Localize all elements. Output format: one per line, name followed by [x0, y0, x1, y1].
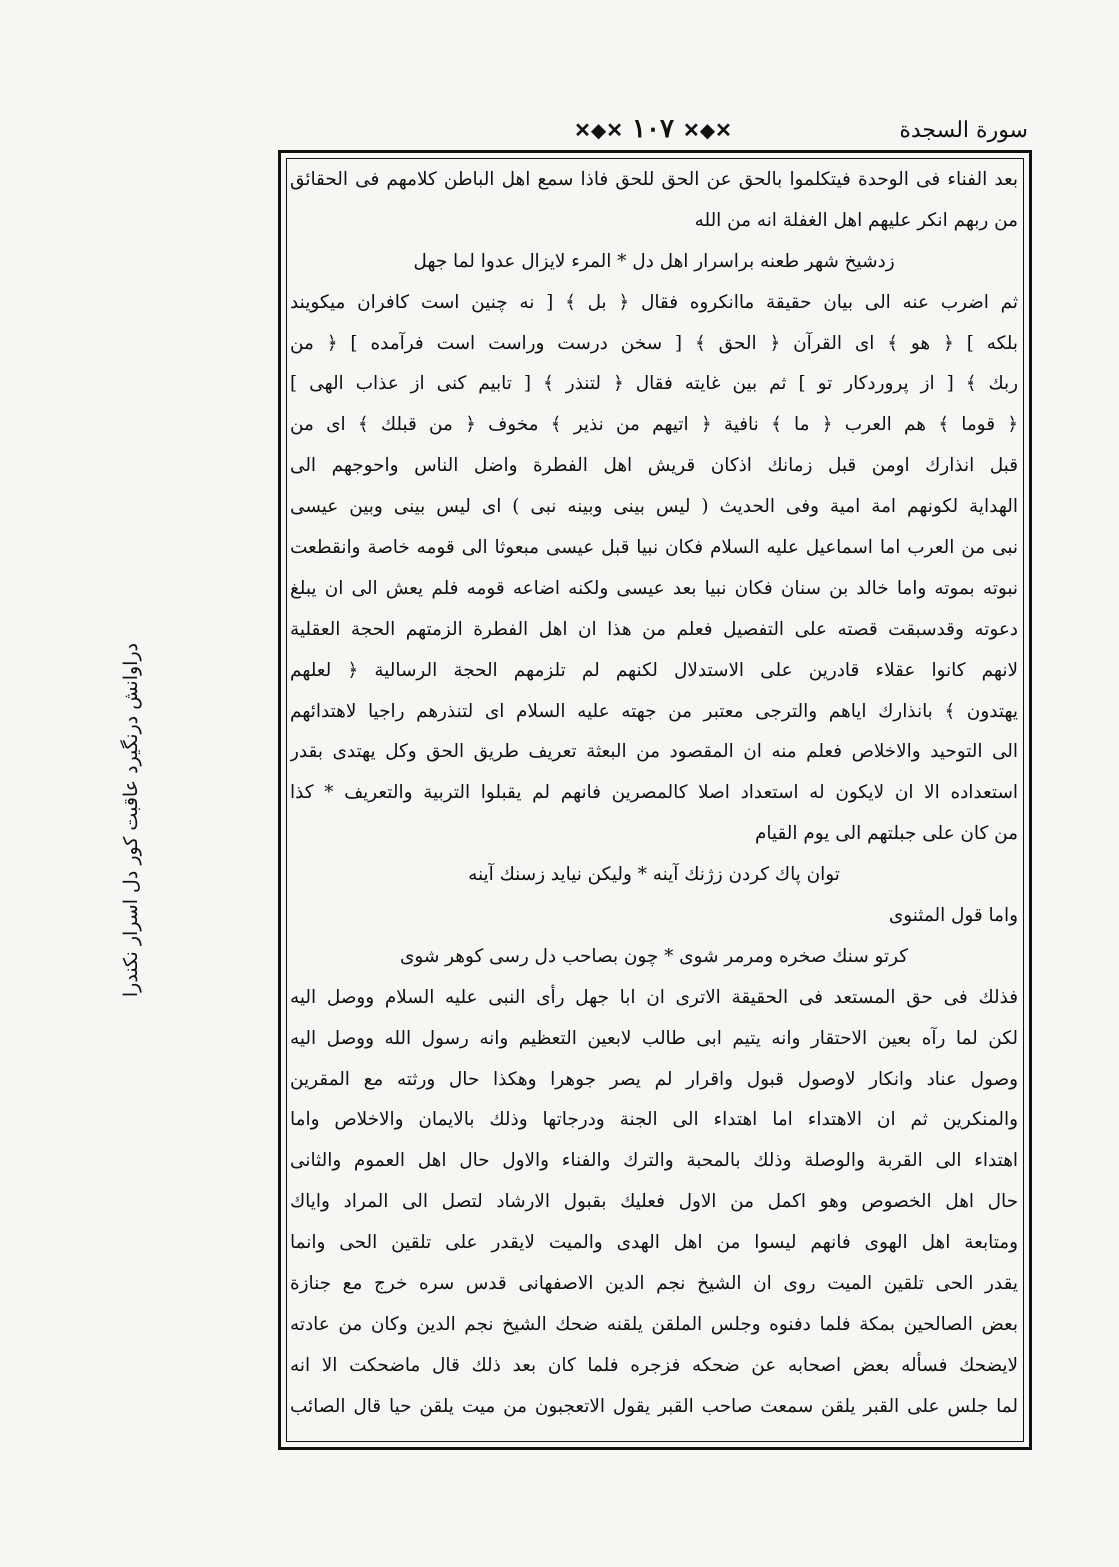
- text-line: استعداده الا ان لايكون له استعداد اصلا كالمصرين فانهم لم يقبلوا التربية والتعريف * كذا: [290, 782, 1018, 804]
- text-line: من كان على جبلتهم الى يوم القيام: [754, 823, 1018, 845]
- text-line: يقدر الحى تلقين الميت روى ان الشيخ نجم الدين الاصفهانى قدس سره خرج مع جنازة: [290, 1273, 1018, 1295]
- text-line: يهتدون ﴾ بانذارك اياهم والترجى معتبر من جهته عليه السلام اى لتنذرهم راجيا لاهتدائهم: [290, 700, 1018, 722]
- text-line: ومتابعة اهل الهوى فانهم ليسوا من اهل الهدى والميت لايقدر على تلقين الحى وانما: [290, 1232, 1018, 1254]
- text-line: نبى من العرب اما اسماعيل عليه السلام فكان نبيا قبل عيسى مبعوثا الى قومه خاصة وانقطعت: [290, 537, 1018, 559]
- page-header: [278, 114, 1028, 154]
- page-number-block: [278, 114, 1028, 144]
- text-line: نبوته بموته واما خالد بن سنان فكان نبيا بعد عيسى ولكنه اضاعه قومه فلم يعش الى ان يبلغ: [290, 577, 1018, 599]
- poem-line: توان پاك كردن زژنك آينه * وليكن نيايد زسنك آينه: [468, 864, 840, 886]
- ornament-right-icon: ✕◆✕: [574, 118, 623, 142]
- text-line: الهداية لكونهم امة امية وفى الحديث ( ليس بينى وبينه نبى ) اى ليس بينى وبين عيسى: [290, 496, 1018, 518]
- main-text: [290, 160, 1018, 1440]
- text-line: بعض الصالحين بمكة فلما دفنوه وجلس الملقن يلقنه ضحك الشيخ نجم الدين وكان من عادته: [290, 1313, 1018, 1335]
- page-number: ۱۰۷: [632, 114, 674, 144]
- text-line: لما جلس على القبر يلقن سمعت صاحب القبر يقول الاتعجبون من ميت يلقن حيا قال الصائب: [290, 1395, 1018, 1417]
- text-line: فذلك فى حق المستعد فى الحقيقة الاترى ان ابا جهل رأى النبى عليه السلام ووصل اليه: [290, 986, 1018, 1008]
- text-line: من ربهم انكر عليهم اهل الغفلة انه من الله: [694, 209, 1018, 231]
- text-line: لايضحك فسأله بعض اصحابه عن ضحكه فزجره فلما كان بعد ذلك قال ماضحكت الا انه: [290, 1354, 1018, 1376]
- surah-name: سورة السجدة: [899, 118, 1028, 143]
- poem-line: كرتو سنك صخره ومرمر شوى * چون بصاحب دل رسى كوهر شوى: [400, 945, 908, 967]
- text-line: واما قول المثنوى: [888, 905, 1018, 927]
- text-line: لانهم كانوا عقلاء قادرين على الاستدلال لكنهم لم تلزمهم الحجة الرسالية ﴿ لعلهم: [290, 659, 1018, 681]
- text-line: قبل انذارك اومن قبل زمانك اذكان قريش اهل الفطرة واضل الناس واحوجهم الى: [290, 455, 1018, 477]
- text-line: دعوته وقدسبقت قصته على التفصيل فعلم من هذا ان اهل الفطرة الزمتهم الحجة العقلية: [290, 618, 1018, 640]
- text-line: بعد الفناء فى الوحدة فيتكلموا بالحق عن الحق للحق فاذا سمع اهل الباطن كلامهم فى الحقائق: [290, 169, 1018, 190]
- text-line: الى التوحيد والاخلاص فعلم منه ان المقصود من البعثة تعريف طريق الحق وكل يهتدى بقدر: [290, 741, 1018, 763]
- text-line: ثم اضرب عنه الى بيان حقيقة ماانكروه فقال ﴿ بل ﴾ [ نه چنين است كافران ميكويند: [290, 291, 1018, 313]
- margin-note: دراوانش درنگیرد عاقبت کور دل اسرار نکندرا: [120, 642, 142, 998]
- text-line: حال اهل الخصوص وهو اكمل من الاول فعليك بقبول الارشاد لتصل الى المراد واياك: [290, 1191, 1018, 1213]
- text-line: بلكه ] ﴿ هو ﴾ اى القرآن ﴿ الحق ﴾ [ سخن درست وراست است فرآمده ] ﴿ من: [290, 332, 1018, 354]
- ornament-left-icon: ✕◆✕: [683, 118, 732, 142]
- text-line: اهتداء الى القربة والوصلة وذلك بالمحبة والترك والفناء والاول حال اهل العموم والثانى: [290, 1150, 1018, 1172]
- text-line: ﴿ قوما ﴾ هم العرب ﴿ ما ﴾ نافية ﴿ اتيهم من نذير ﴾ مخوف ﴿ من قبلك ﴾ اى من: [290, 414, 1018, 436]
- text-line: والمنكرين ثم ان الاهتداء اما اهتداء الى الجنة ودرجاتها وذلك بالايمان والاخلاص واما: [290, 1109, 1018, 1131]
- text-line: وصول عناد وانكار لاوصول قبول واقرار لم يصر جوهرا وهكذا حال ورثته مع المقرين: [290, 1068, 1018, 1090]
- poem-line: زدشيخ شهر طعنه براسرار اهل دل * المرء لايزال عدوا لما جهل: [413, 250, 895, 272]
- text-line: لكن لما رآه بعين الاحتقار وانه يتيم ابى طالب لابعين التعظيم وانه رسول الله ووصل اليه: [290, 1027, 1018, 1049]
- text-line: ربك ﴾ [ از پروردكار تو ] ثم بين غايته فقال ﴿ لتنذر ﴾ [ تابيم كنى از عذاب الهى ]: [290, 373, 1018, 395]
